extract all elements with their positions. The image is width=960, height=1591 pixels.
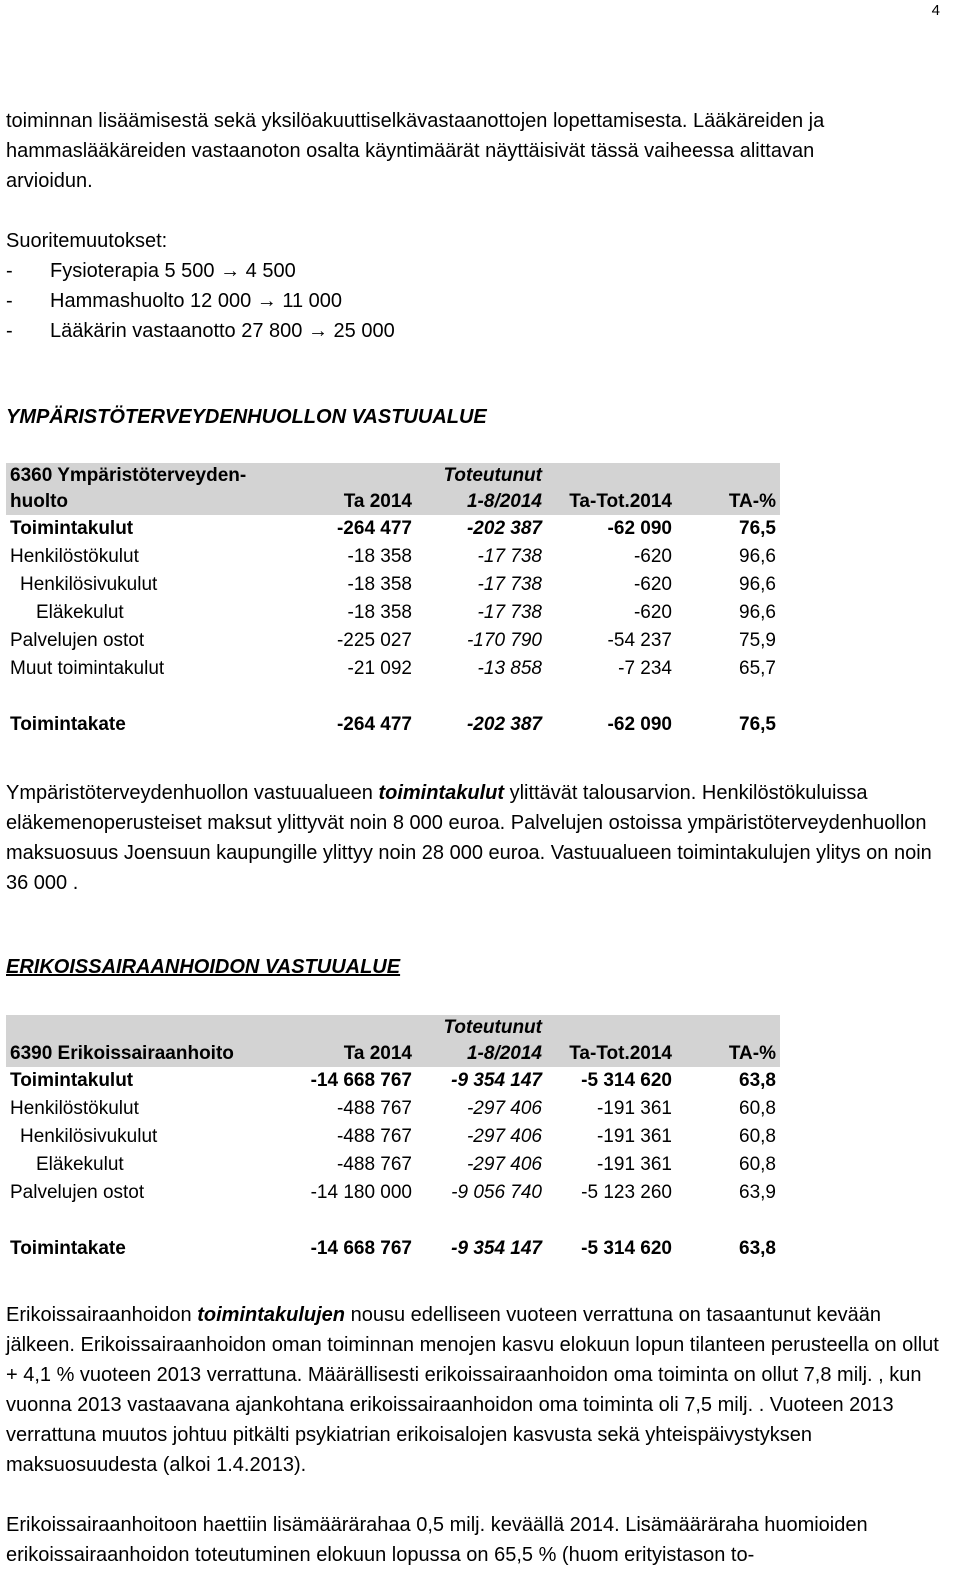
ymparisto-table <box>6 463 780 739</box>
row-label: Palvelujen ostot <box>10 1182 145 1203</box>
header-cell-diff: Ta-Tot.2014 <box>546 1015 676 1067</box>
cell-tot: -170 790 <box>466 630 542 651</box>
row-label: Eläkekulut <box>36 602 124 623</box>
cell-ta: -488 767 <box>336 1126 412 1147</box>
cell-pct: 96,6 <box>739 602 776 623</box>
list-dash: - <box>6 320 13 342</box>
cell-pct: 60,8 <box>739 1154 776 1175</box>
list-item <box>6 316 395 346</box>
intro-line: arvioidun. <box>6 170 93 192</box>
table-row <box>6 1067 780 1095</box>
cell-tot: -297 406 <box>466 1126 542 1147</box>
table-spacer-row <box>6 1207 780 1235</box>
cell-tot: -9 354 147 <box>451 1070 542 1091</box>
row-label: Eläkekulut <box>36 1154 124 1175</box>
cell-diff: -620 <box>633 546 672 567</box>
table-spacer-row <box>6 683 780 711</box>
cell-pct: 96,6 <box>739 574 776 595</box>
cell-tot: -297 406 <box>466 1098 542 1119</box>
cell-diff: -191 361 <box>596 1098 672 1119</box>
cell-pct: 63,8 <box>739 1070 776 1091</box>
intro-line: toiminnan lisäämisestä sekä yksilöakuuttiselkävastaanottojen lopettamisesta. Lääkäreiden ja <box>6 110 825 132</box>
table-row <box>6 599 780 627</box>
cell-pct: 75,9 <box>739 630 776 651</box>
para-emphasis: toimintakulujen <box>197 1304 346 1326</box>
table-total-row <box>6 1235 780 1263</box>
arrow-right-icon: → <box>220 260 241 282</box>
cell-ta: -21 092 <box>347 658 412 679</box>
cell-ta: -14 180 000 <box>310 1182 412 1203</box>
header-cell-ta: Ta 2014 <box>286 463 416 515</box>
lisamaararaha-paragraph: Erikoissairaanhoitoon haettiin lisämäärärahaa 0,5 milj. keväällä 2014. Lisämääräraha huomioiden erikoissairaanhoidon toteutuminen elokuun lopussa on 65,5 % (huom erityistason to- <box>6 1514 868 1566</box>
header-cell-unit: 6360 Ympäristöterveyden- huolto <box>6 463 286 515</box>
table-header-row <box>6 1015 780 1067</box>
cell-diff: -620 <box>633 574 672 595</box>
cell-tot: -9 056 740 <box>451 1182 542 1203</box>
cell-diff: -62 090 <box>607 714 672 735</box>
cell-diff: -5 123 260 <box>581 1182 672 1203</box>
cell-ta: -14 668 767 <box>310 1238 412 1259</box>
cell-pct: 60,8 <box>739 1126 776 1147</box>
cell-ta: -488 767 <box>336 1154 412 1175</box>
list-item <box>6 286 395 316</box>
table-row <box>6 1179 780 1207</box>
list-item-label: Hammashuolto 12 000 <box>50 290 252 312</box>
row-label: Toimintakulut <box>10 1070 134 1091</box>
cell-pct: 96,6 <box>739 546 776 567</box>
cell-pct: 63,8 <box>739 1238 776 1259</box>
row-label: Henkilöstökulut <box>10 546 139 567</box>
list-item-label: Lääkärin vastaanotto 27 800 <box>50 320 303 342</box>
table-row <box>6 571 780 599</box>
list-dash: - <box>6 290 13 312</box>
table-row <box>6 543 780 571</box>
row-label: Toimintakate <box>10 714 126 735</box>
list-item <box>6 256 395 286</box>
cell-pct: 76,5 <box>739 714 776 735</box>
cell-ta: -18 358 <box>347 602 412 623</box>
para-text: Ympäristöterveydenhuollon vastuualueen <box>6 782 379 804</box>
row-label: Henkilösivukulut <box>20 574 158 595</box>
cell-pct: 76,5 <box>739 518 776 539</box>
cell-diff: -54 237 <box>607 630 672 651</box>
cell-tot: -202 387 <box>466 518 542 539</box>
cell-tot: -9 354 147 <box>451 1238 542 1259</box>
cell-diff: -191 361 <box>596 1154 672 1175</box>
arrow-right-icon: → <box>256 290 277 312</box>
page-number: 4 <box>931 2 940 19</box>
cell-diff: -5 314 620 <box>581 1070 672 1091</box>
row-label: Henkilösivukulut <box>20 1126 158 1147</box>
para-text: Erikoissairaanhoidon <box>6 1304 198 1326</box>
cell-tot: -297 406 <box>466 1154 542 1175</box>
list-item-value: 11 000 <box>282 290 343 312</box>
header-cell-pct: TA-% <box>676 463 780 515</box>
suorite-list <box>6 256 395 346</box>
row-label: Henkilöstökulut <box>10 1098 139 1119</box>
ymparisto-paragraph <box>6 778 946 898</box>
cell-ta: -264 477 <box>336 518 412 539</box>
section-heading-erikoissairaanhoito: ERIKOISSAIRAANHOIDON VASTUUALUE <box>6 956 401 978</box>
cell-diff: -62 090 <box>607 518 672 539</box>
row-label: Palvelujen ostot <box>10 630 145 651</box>
cell-tot: -17 738 <box>477 574 542 595</box>
cell-tot: -13 858 <box>477 658 542 679</box>
cell-ta: -14 668 767 <box>310 1070 412 1091</box>
row-label: Muut toimintakulut <box>10 658 165 679</box>
cell-ta: -18 358 <box>347 574 412 595</box>
table-row <box>6 1123 780 1151</box>
erikoissairaanhoito-paragraph <box>6 1300 946 1480</box>
header-cell-pct: TA-% <box>676 1015 780 1067</box>
suorite-title: Suoritemuutokset: <box>6 230 168 252</box>
cell-tot: -202 387 <box>466 714 542 735</box>
cell-diff: -7 234 <box>618 658 672 679</box>
table-header-row <box>6 463 780 515</box>
para-text: nousu edelliseen vuoteen verrattuna on tasaantunut kevään jälkeen. Erikoissairaanhoidon oman toiminnan menojen kasvu elokuun lopun tilanteen perusteella on ollut + 4,1 % vuoteen 2013 verrattuna. Määrällisesti erikoissairaanhoidon oma toiminta on ollut 7,8 milj. , kun vuonna 2013 vastaavana ajankohtana erikoissairaanhoidon oma toiminta oli 7,5 milj. . Vuoteen 2013 verrattuna muutos johtuu pitkälti psykiatrian erikoisalojen kasvusta sekä yhteispäivystyksen maksuosuudesta (alkoi 1.4.2013). <box>6 1304 939 1476</box>
cell-ta: -264 477 <box>336 714 412 735</box>
arrow-right-icon: → <box>307 320 328 342</box>
header-cell-diff: Ta-Tot.2014 <box>546 463 676 515</box>
table-row <box>6 515 780 543</box>
cell-tot: -17 738 <box>477 602 542 623</box>
cell-diff: -620 <box>633 602 672 623</box>
intro-paragraph <box>6 106 946 196</box>
cell-diff: -191 361 <box>596 1126 672 1147</box>
table-row <box>6 655 780 683</box>
row-label: Toimintakulut <box>10 518 134 539</box>
erikoissairaanhoito-table <box>6 1015 780 1263</box>
table-total-row <box>6 711 780 739</box>
list-dash: - <box>6 260 13 282</box>
list-item-value: 25 000 <box>333 320 395 342</box>
list-item-label: Fysioterapia 5 500 <box>50 260 215 282</box>
section-heading-ymparisto: YMPÄRISTÖTERVEYDENHUOLLON VASTUUALUE <box>6 406 487 428</box>
table-row <box>6 627 780 655</box>
intro-line: hammaslääkäreiden vastaanoton osalta käyntimäärät näyttäisivät tässä vaiheessa alittavan <box>6 140 815 162</box>
cell-ta: -18 358 <box>347 546 412 567</box>
para-emphasis: toimintakulut <box>378 782 505 804</box>
cell-ta: -488 767 <box>336 1098 412 1119</box>
cell-pct: 60,8 <box>739 1098 776 1119</box>
cell-tot: -17 738 <box>477 546 542 567</box>
header-cell-toteutunut: Toteutunut 1-8/2014 <box>416 1015 546 1067</box>
para-text: ylittävät talousarvion. Henkilöstökuluissa eläkemenoperusteiset maksut ylittyvät noin 8 000 euroa. Palvelujen ostoissa ympäristöterveydenhuollon maksuosuus Joensuun kaupungille ylittyy noin 28 000 euroa. Vastuualueen toimintakulujen ylitys on noin 36 000 . <box>6 782 932 894</box>
header-cell-ta: Ta 2014 <box>286 1015 416 1067</box>
header-cell-toteutunut: Toteutunut 1-8/2014 <box>416 463 546 515</box>
table-row <box>6 1151 780 1179</box>
table-row <box>6 1095 780 1123</box>
list-item-value: 4 500 <box>245 260 296 282</box>
cell-diff: -5 314 620 <box>581 1238 672 1259</box>
cell-ta: -225 027 <box>336 630 412 651</box>
row-label: Toimintakate <box>10 1238 126 1259</box>
header-cell-unit: 6390 Erikoissairaanhoito <box>6 1015 286 1067</box>
cell-pct: 63,9 <box>739 1182 776 1203</box>
cell-pct: 65,7 <box>739 658 776 679</box>
